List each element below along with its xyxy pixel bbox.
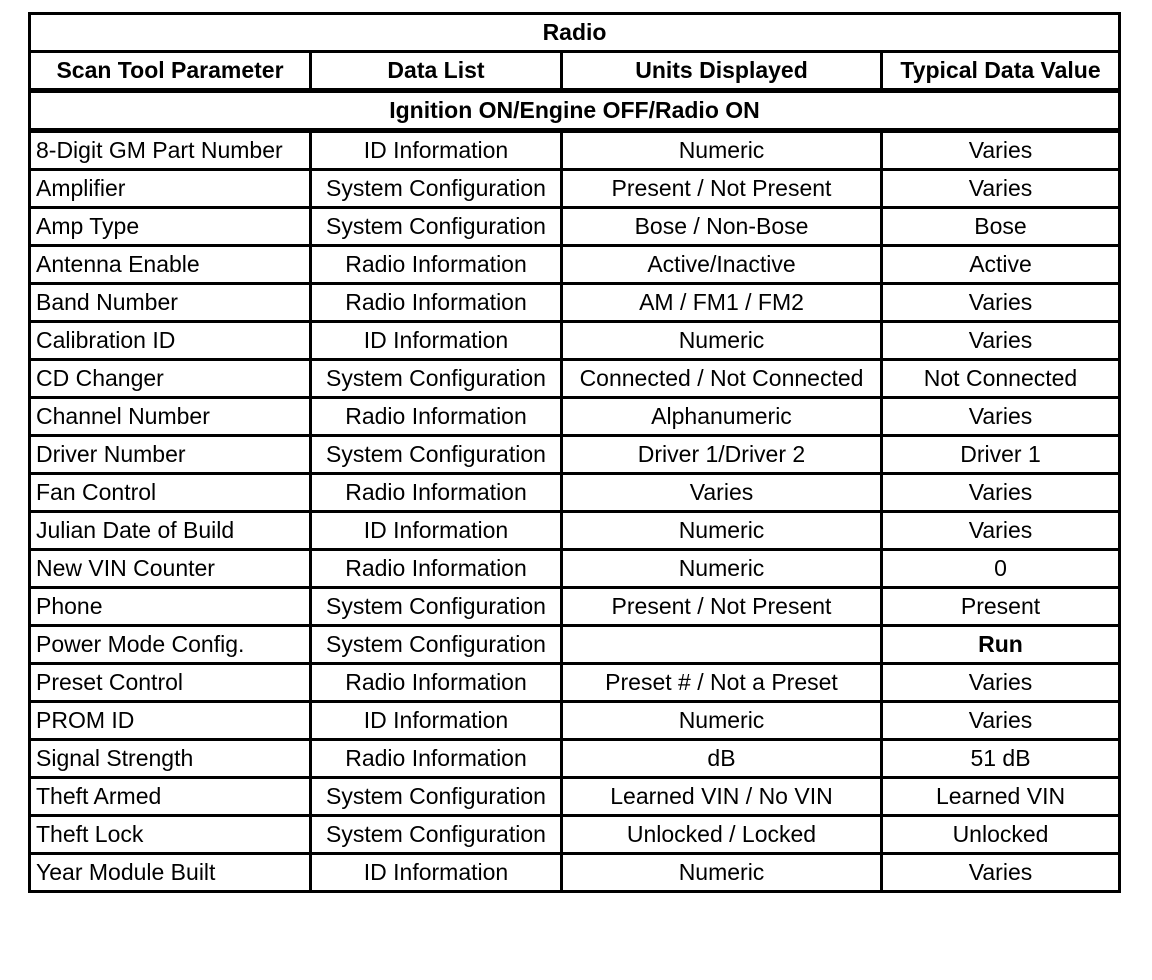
column-header-units: Units Displayed bbox=[562, 52, 882, 91]
cell-units: Unlocked / Locked bbox=[562, 816, 882, 854]
column-header-parameter: Scan Tool Parameter bbox=[30, 52, 311, 91]
cell-typical-value: Varies bbox=[882, 664, 1120, 702]
table-row bbox=[30, 474, 1120, 512]
table-row bbox=[30, 360, 1120, 398]
cell-typical-value: 51 dB bbox=[882, 740, 1120, 778]
cell-typical-value: Varies bbox=[882, 284, 1120, 322]
cell-parameter: Fan Control bbox=[30, 474, 311, 512]
table-row bbox=[30, 816, 1120, 854]
cell-data-list: ID Information bbox=[311, 702, 562, 740]
table-row bbox=[30, 702, 1120, 740]
cell-units: Learned VIN / No VIN bbox=[562, 778, 882, 816]
table-row bbox=[30, 170, 1120, 208]
cell-typical-value: Varies bbox=[882, 131, 1120, 170]
cell-data-list: Radio Information bbox=[311, 664, 562, 702]
cell-typical-value: Varies bbox=[882, 170, 1120, 208]
table-row bbox=[30, 246, 1120, 284]
column-header-row bbox=[30, 52, 1120, 91]
table-row bbox=[30, 322, 1120, 360]
table-row bbox=[30, 550, 1120, 588]
cell-parameter: Preset Control bbox=[30, 664, 311, 702]
cell-data-list: Radio Information bbox=[311, 398, 562, 436]
cell-typical-value: Varies bbox=[882, 474, 1120, 512]
cell-data-list: Radio Information bbox=[311, 474, 562, 512]
cell-parameter: Power Mode Config. bbox=[30, 626, 311, 664]
column-header-data-list: Data List bbox=[311, 52, 562, 91]
cell-typical-value: Present bbox=[882, 588, 1120, 626]
cell-parameter: Driver Number bbox=[30, 436, 311, 474]
cell-data-list: System Configuration bbox=[311, 626, 562, 664]
cell-data-list: System Configuration bbox=[311, 588, 562, 626]
column-header-typical-value: Typical Data Value bbox=[882, 52, 1120, 91]
cell-typical-value: Run bbox=[882, 626, 1120, 664]
cell-parameter: Phone bbox=[30, 588, 311, 626]
cell-units: dB bbox=[562, 740, 882, 778]
radio-data-table bbox=[28, 12, 1121, 893]
cell-data-list: System Configuration bbox=[311, 436, 562, 474]
cell-typical-value: Varies bbox=[882, 512, 1120, 550]
cell-parameter: New VIN Counter bbox=[30, 550, 311, 588]
cell-typical-value: Varies bbox=[882, 398, 1120, 436]
cell-data-list: System Configuration bbox=[311, 360, 562, 398]
table-row bbox=[30, 778, 1120, 816]
cell-units: Numeric bbox=[562, 131, 882, 170]
cell-typical-value: Unlocked bbox=[882, 816, 1120, 854]
test-condition: Ignition ON/Engine OFF/Radio ON bbox=[30, 91, 1120, 131]
cell-parameter: 8-Digit GM Part Number bbox=[30, 131, 311, 170]
cell-parameter: PROM ID bbox=[30, 702, 311, 740]
cell-parameter: Signal Strength bbox=[30, 740, 311, 778]
cell-units: Numeric bbox=[562, 550, 882, 588]
cell-units: Active/Inactive bbox=[562, 246, 882, 284]
table-row bbox=[30, 284, 1120, 322]
cell-typical-value: Varies bbox=[882, 322, 1120, 360]
cell-data-list: System Configuration bbox=[311, 208, 562, 246]
cell-units: AM / FM1 / FM2 bbox=[562, 284, 882, 322]
cell-data-list: ID Information bbox=[311, 854, 562, 892]
cell-units: Numeric bbox=[562, 512, 882, 550]
table-row bbox=[30, 588, 1120, 626]
cell-typical-value: 0 bbox=[882, 550, 1120, 588]
cell-parameter: CD Changer bbox=[30, 360, 311, 398]
cell-data-list: Radio Information bbox=[311, 740, 562, 778]
cell-parameter: Theft Lock bbox=[30, 816, 311, 854]
cell-units: Varies bbox=[562, 474, 882, 512]
cell-units: Present / Not Present bbox=[562, 170, 882, 208]
table-row bbox=[30, 512, 1120, 550]
cell-data-list: System Configuration bbox=[311, 778, 562, 816]
cell-parameter: Amp Type bbox=[30, 208, 311, 246]
table-row bbox=[30, 398, 1120, 436]
cell-units bbox=[562, 626, 882, 664]
table-row bbox=[30, 854, 1120, 892]
cell-units: Connected / Not Connected bbox=[562, 360, 882, 398]
cell-parameter: Calibration ID bbox=[30, 322, 311, 360]
cell-typical-value: Varies bbox=[882, 702, 1120, 740]
cell-typical-value: Bose bbox=[882, 208, 1120, 246]
cell-typical-value: Learned VIN bbox=[882, 778, 1120, 816]
radio-data-table-container bbox=[28, 12, 1118, 893]
table-row bbox=[30, 436, 1120, 474]
table-row bbox=[30, 208, 1120, 246]
cell-data-list: ID Information bbox=[311, 512, 562, 550]
table-title-row bbox=[30, 14, 1120, 52]
table-title: Radio bbox=[30, 14, 1120, 52]
cell-typical-value: Driver 1 bbox=[882, 436, 1120, 474]
table-row bbox=[30, 626, 1120, 664]
cell-typical-value: Varies bbox=[882, 854, 1120, 892]
cell-units: Preset # / Not a Preset bbox=[562, 664, 882, 702]
cell-units: Alphanumeric bbox=[562, 398, 882, 436]
table-row bbox=[30, 664, 1120, 702]
cell-units: Numeric bbox=[562, 322, 882, 360]
cell-parameter: Antenna Enable bbox=[30, 246, 311, 284]
cell-parameter: Theft Armed bbox=[30, 778, 311, 816]
cell-data-list: System Configuration bbox=[311, 170, 562, 208]
cell-units: Driver 1/Driver 2 bbox=[562, 436, 882, 474]
cell-parameter: Julian Date of Build bbox=[30, 512, 311, 550]
cell-parameter: Amplifier bbox=[30, 170, 311, 208]
cell-data-list: ID Information bbox=[311, 131, 562, 170]
cell-units: Numeric bbox=[562, 702, 882, 740]
cell-data-list: ID Information bbox=[311, 322, 562, 360]
cell-data-list: System Configuration bbox=[311, 816, 562, 854]
cell-parameter: Channel Number bbox=[30, 398, 311, 436]
cell-units: Numeric bbox=[562, 854, 882, 892]
cell-typical-value: Not Connected bbox=[882, 360, 1120, 398]
cell-typical-value: Active bbox=[882, 246, 1120, 284]
cell-data-list: Radio Information bbox=[311, 550, 562, 588]
cell-data-list: Radio Information bbox=[311, 246, 562, 284]
table-row bbox=[30, 740, 1120, 778]
cell-parameter: Band Number bbox=[30, 284, 311, 322]
cell-parameter: Year Module Built bbox=[30, 854, 311, 892]
cell-data-list: Radio Information bbox=[311, 284, 562, 322]
cell-units: Present / Not Present bbox=[562, 588, 882, 626]
condition-row bbox=[30, 91, 1120, 131]
cell-units: Bose / Non-Bose bbox=[562, 208, 882, 246]
table-row bbox=[30, 131, 1120, 170]
